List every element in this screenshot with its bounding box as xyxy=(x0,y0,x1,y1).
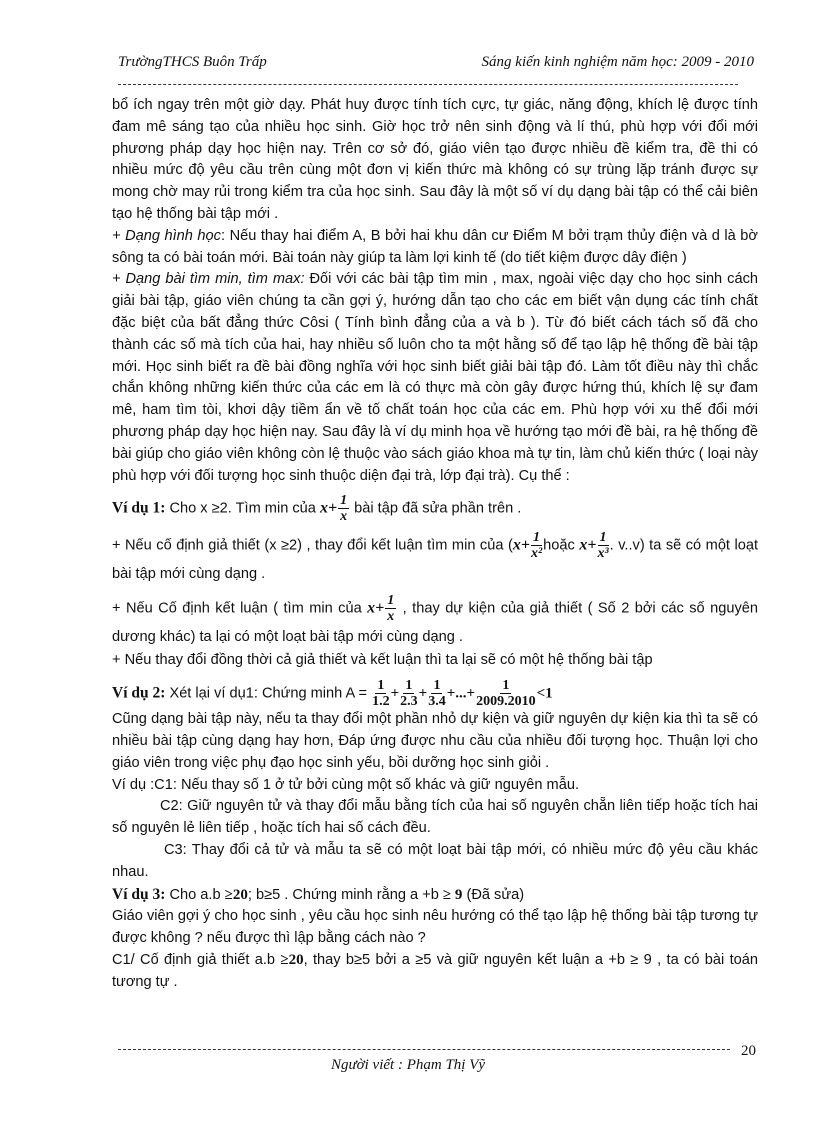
fraction-1-over-x: $\frac{1}{x}$ xyxy=(387,593,395,625)
paragraph: Giáo viên gợi ý cho học sinh , yêu cầu học sinh nêu hướng có thể tạo lập hệ thống bài tập tương tự được không ? nếu được thì lập bằng cách nào ? xyxy=(112,908,758,947)
case-c2: C2: Giữ nguyên tử và thay đổi mẫu bằng tích của hai số nguyên chẵn liên tiếp hoặc tích hai số nguyên lẻ liên tiếp , hoặc tích hai số cách đều. xyxy=(112,798,758,837)
paragraph: C1/ Cố định giả thiết a.b ≥20, thay b≥5 bởi a ≥5 và giữ nguyên kết luận a +b ≥ 9 , ta có bài toán tương tự . xyxy=(112,951,758,990)
fraction-term-1: $\frac{1}{1.2}$ xyxy=(372,678,390,710)
paragraph: Cũng dạng bài tập này, nếu ta thay đổi một phần nhỏ dự kiện và giữ nguyên dự kiện kia thì ta sẽ có nhiều bài tập cùng dạng hay hơn, Đáp ứng được nhu cầu của nhiều đối tượng học. Thuận lợi cho giáo viên trong việc phụ đạo học sinh yếu, bồi dưỡng học sinh giỏi . xyxy=(112,711,758,771)
fraction-1-over-x: $\frac{1}{x}$ xyxy=(340,493,348,525)
paragraph-geometry: + Dạng hình học: Nếu thay hai điểm A, B bởi hai khu dân cư Điểm M bởi trạm thủy điện và d là bờ sông ta có bài toán mới. Bài toán này giúp ta làm lợi kinh tế (do tiết kiệm được dây điện ) xyxy=(112,227,758,266)
case-c3: C3: Thay đổi cả tử và mẫu ta sẽ có một loạt bài tập mới, có nhiều mức độ yêu cầu khác nhau. xyxy=(112,841,758,880)
example-2: Ví dụ 2: Xét lại ví dụ1: Chứng minh A = $\frac{1}{1.2}$ + $\frac{1}{2.3}$ + $\frac{1}{3.4}$ +...+ $\frac{1}{2009.2010}$ <1 xyxy=(112,678,553,710)
fraction-1-over-x3: $\frac{1}{\text{x³}}$ xyxy=(597,530,609,562)
fraction-term-last: $\frac{1}{2009.2010}$ xyxy=(476,678,536,710)
example-1-variant-1: + Nếu cố định giả thiết (x ≥2) , thay đổi kết luận tìm min của (x+ $\frac{1}{\text{x²}}$ hoặc x+ $\frac{1}{\text{x³}}$ . v..v) ta sẽ có một loạt bài tập mới cùng dạng . xyxy=(112,530,759,583)
example-1-variant-2: + Nếu Cố định kết luận ( tìm min của x+ $\frac{1}{x}$ , thay dự kiện của giả thiết ( Số 2 bởi các số nguyên dương khác) ta lại có một loạt bài tập mới cùng dạng . xyxy=(112,593,758,646)
fraction-term-2: $\frac{1}{2.3}$ xyxy=(400,678,418,710)
document-title: Sáng kiến kinh nghiệm năm học: 2009 - 2010 xyxy=(481,54,754,70)
case-c1: Ví dụ :C1: Nếu thay số 1 ở tử bởi cùng một số khác và giữ nguyên mẫu. xyxy=(112,776,579,793)
footer-divider xyxy=(118,1049,730,1050)
page-body xyxy=(112,95,758,994)
example-1-variant-3: + Nếu thay đổi đồng thời cả giả thiết và kết luận thì ta lại sẽ có một hệ thống bài tập xyxy=(112,652,653,669)
paragraph: bổ ích ngay trên một giờ dạy. Phát huy được tính tích cực, tự giác, năng động, khích lệ được tính đam mê sáng tạo của nhiều học sinh. Giờ học trở nên sinh động và lí thú, phù hợp với đổi mới phương pháp dạy học hiện nay. Trên cơ sở đó, giáo viên tạo được nhiều đề kiểm tra, đề thi có nhiều mức độ yêu cầu trên cùng một đơn vị kiến thức mà không có sự trùng lặp tránh được sự mong chờ may rủi trong kiểm tra của học sinh. Sau đây là một số ví dụ dạng bài tập có thể cải biên tạo hệ thống bài tập mới . xyxy=(112,97,758,222)
page-footer: Người viết : Phạm Thị Vỹ xyxy=(330,1057,486,1073)
example-1: Ví dụ 1: Cho x ≥2. Tìm min của x+ $\frac{1}{x}$ bài tập đã sửa phần trên . xyxy=(112,493,522,525)
page-header xyxy=(118,54,754,74)
fraction-term-3: $\frac{1}{3.4}$ xyxy=(428,678,446,710)
page-number: 20 xyxy=(741,1043,756,1059)
school-name: TrườngTHCS Buôn Trấp xyxy=(118,54,267,70)
example-3: Ví dụ 3: Cho a.b ≥20; b≥5 . Chứng minh rằng a +b ≥ 9 (Đã sửa) xyxy=(112,885,525,903)
header-divider xyxy=(118,84,738,85)
fraction-1-over-x2: $\frac{1}{\text{x²}}$ xyxy=(530,530,543,562)
paragraph-minmax: + Dạng bài tìm min, tìm max: Đối với các bài tập tìm min , max, ngoài việc dạy cho học sinh cách giải bài tập, giáo viên chúng ta cần gợi ý, hướng dẫn tạo cho các em biết vận dụng các tính chất đặc biệt của bất đẳng thức Côsi ( Tính bình đẳng của a và b ). Từ đó biết cách tách số đã cho thành các số mà tích của hai, hay nhiều số luôn cho ta một hằng số để tạo lập hệ thống đề bài tập mới. Học sinh biết ra đề bài đồng nghĩa với học sinh biết giải bài tập đó. Làm tốt điều này thì chắc chắn không những kiến thức của các em là có thực mà còn gây được hứng thú, khích lệ sự đam mê, ham tìm tòi, khơi dậy tiềm ẩn về tố chất toán học của các em. Phù hợp với xu thế đổi mới phương pháp dạy học hiện nay. Sau đây là ví dụ minh họa về hướng tạo mới đề bài, ra hệ thống đề bài giúp cho giáo viên không còn lệ thuộc vào sách giáo khoa mà tự tin, làm chủ kiến thức ( loại này phù hợp với đối tượng học sinh thuộc diện đại trà, lớp đại trà). Cụ thể : xyxy=(112,271,758,484)
